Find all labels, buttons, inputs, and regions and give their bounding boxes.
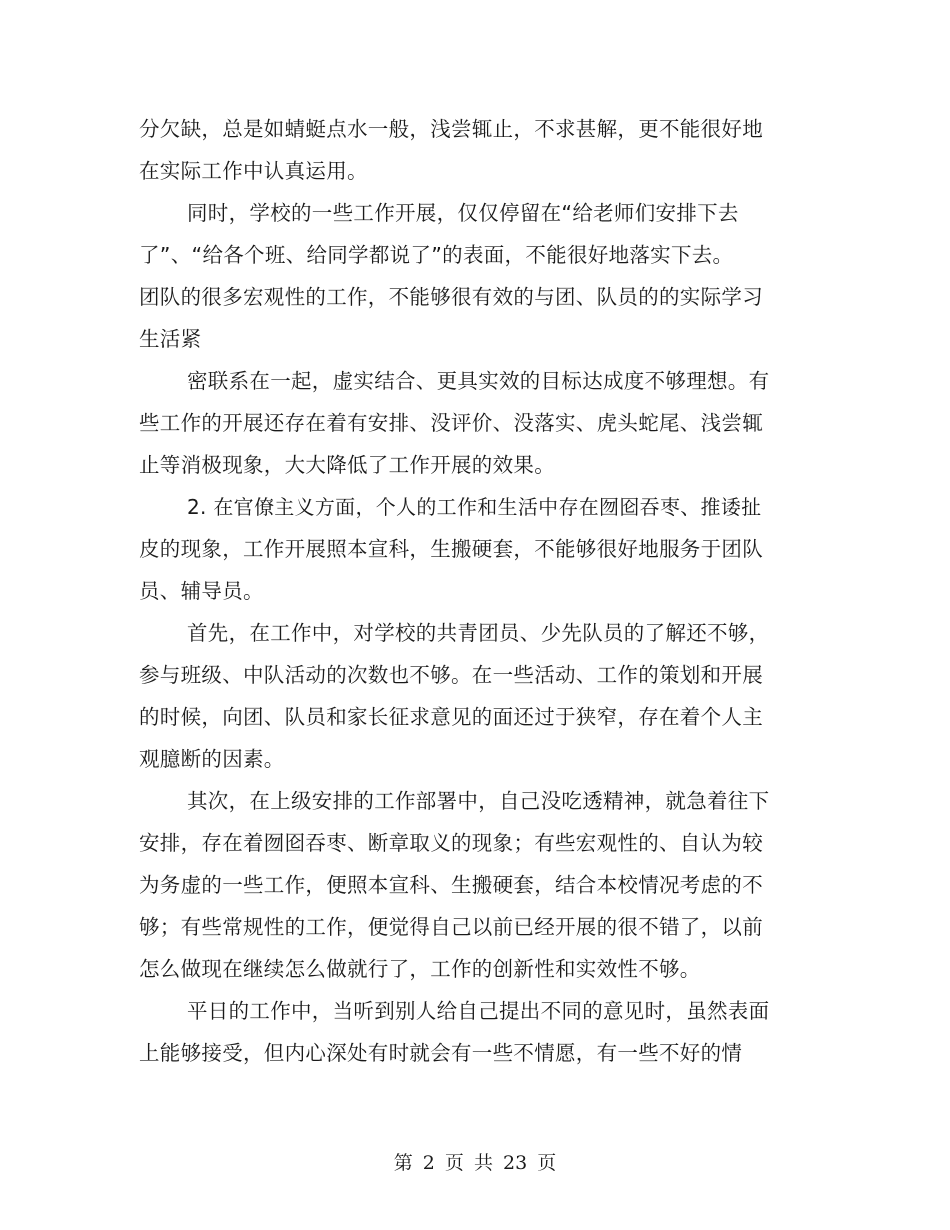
text-line: 些工作的开展还存在着有安排、没评价、没落实、虎头蛇尾、浅尝辄 — [139, 411, 763, 435]
text-line: 生活紧 — [139, 327, 202, 351]
text-line: 2. 在官僚主义方面，个人的工作和生活中存在囫囵吞枣、推诿扯 — [187, 495, 762, 519]
body-text — [139, 108, 769, 1074]
page-footer: 第 2 页 共 23 页 — [393, 1152, 557, 1174]
text-line: 的时候，向团、队员和家长征求意见的面还过于狭窄，存在着个人主 — [139, 705, 763, 729]
text-line: 皮的现象，工作开展照本宣科，生搬硬套，不能够很好地服务于团队 — [139, 537, 763, 561]
text-line: 首先，在工作中，对学校的共青团员、少先队员的了解还不够， — [187, 621, 770, 645]
text-line: 了”、“给各个班、给同学都说了”的表面，不能很好地落实下去。 — [139, 243, 734, 267]
text-line: 密联系在一起，虚实结合、更具实效的目标达成度不够理想。有 — [187, 369, 770, 393]
text-line: 上能够接受，但内心深处有时就会有一些不情愿，有一些不好的情 — [139, 1041, 743, 1065]
text-line: 怎么做现在继续怎么做就行了，工作的创新性和实效性不够。 — [139, 957, 701, 981]
text-line: 止等消极现象，大大降低了工作开展的效果。 — [139, 453, 555, 477]
text-line: 安排，存在着囫囵吞枣、断章取义的现象；有些宏观性的、自认为较 — [139, 831, 763, 855]
text-line: 同时，学校的一些工作开展，仅仅停留在“给老师们安排下去 — [187, 201, 739, 225]
text-line: 员、辅导员。 — [139, 579, 264, 603]
text-line: 参与班级、中队活动的次数也不够。在一些活动、工作的策划和开展 — [139, 663, 763, 687]
text-line: 分欠缺，总是如蜻蜓点水一般，浅尝辄止，不求甚解，更不能很好地 — [139, 117, 763, 141]
text-line: 够；有些常规性的工作，便觉得自己以前已经开展的很不错了，以前 — [139, 915, 763, 939]
text-line: 在实际工作中认真运用。 — [139, 159, 368, 183]
text-line: 团队的很多宏观性的工作，不能够很有效的与团、队员的的实际学习 — [139, 285, 763, 309]
text-line: 观臆断的因素。 — [139, 747, 285, 771]
text-line: 为务虚的一些工作，便照本宣科、生搬硬套，结合本校情况考虑的不 — [139, 873, 763, 897]
text-line: 平日的工作中，当听到别人给自己提出不同的意见时，虽然表面 — [187, 999, 770, 1023]
text-line: 其次，在上级安排的工作部署中，自己没吃透精神，就急着往下 — [187, 789, 770, 813]
